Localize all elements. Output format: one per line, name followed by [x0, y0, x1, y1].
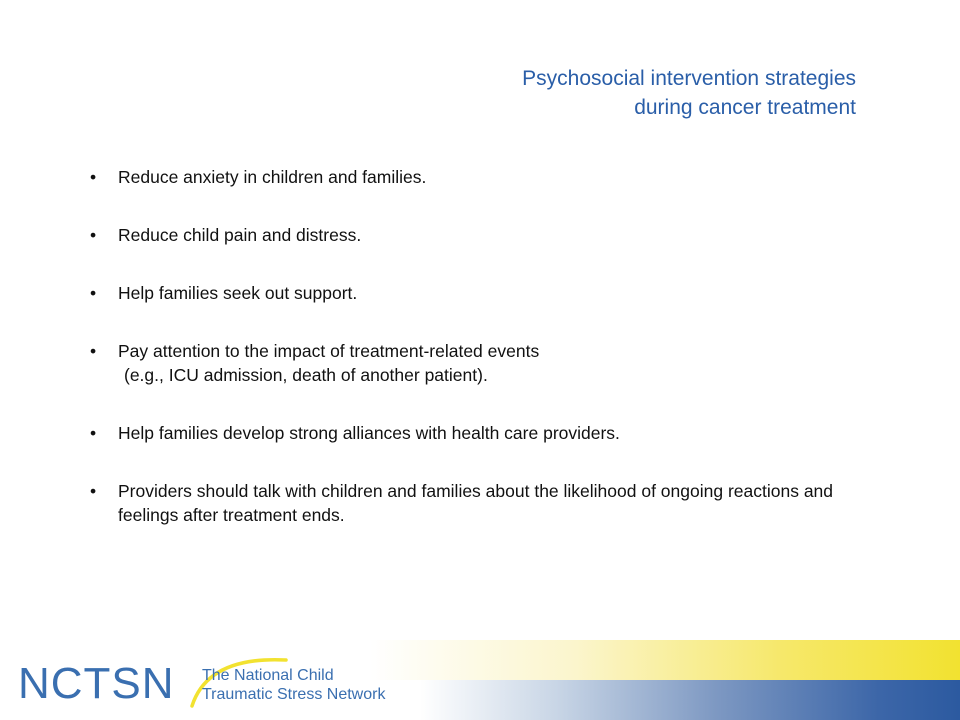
bullet-item [90, 223, 870, 247]
bullet-dot: • [90, 225, 97, 245]
title-line-2: during cancer treatment [634, 96, 856, 119]
bullet-dot: • [90, 167, 97, 187]
bullet-item [90, 479, 870, 527]
bullet-text: Providers should talk with children and families about the likelihood of ongoing reactions and feelings after treatment ends. [118, 481, 834, 525]
bullet-list [90, 165, 870, 527]
footer-band-blue [420, 680, 960, 720]
bullet-dot: • [90, 341, 97, 361]
bullet-item [90, 281, 870, 305]
logo-wordmark [202, 666, 385, 704]
bullet-dot: • [90, 423, 97, 443]
bullet-text: Reduce anxiety in children and families. [118, 167, 427, 187]
logo-line-1: The National Child [202, 667, 334, 684]
bullet-item [90, 339, 870, 387]
bullet-text: Help families develop strong alliances with health care providers. [118, 423, 620, 443]
title-line-1: Psychosocial intervention strategies [522, 67, 856, 90]
footer-band-yellow [370, 640, 960, 680]
bullet-text: Help families seek out support. [118, 283, 358, 303]
logo-abbreviation: NCTSN [18, 659, 175, 708]
bullet-dot: • [90, 283, 97, 303]
bullet-text: Pay attention to the impact of treatment-related events [118, 341, 540, 361]
bullet-item [90, 165, 870, 189]
bullet-item [90, 421, 870, 445]
bullet-text-continued: (e.g., ICU admission, death of another patient). [124, 365, 488, 385]
logo-line-2: Traumatic Stress Network [202, 686, 386, 703]
bullet-dot: • [90, 481, 97, 501]
nctsn-logo [18, 648, 398, 708]
slide-title [522, 64, 856, 122]
bullet-text: Reduce child pain and distress. [118, 225, 362, 245]
